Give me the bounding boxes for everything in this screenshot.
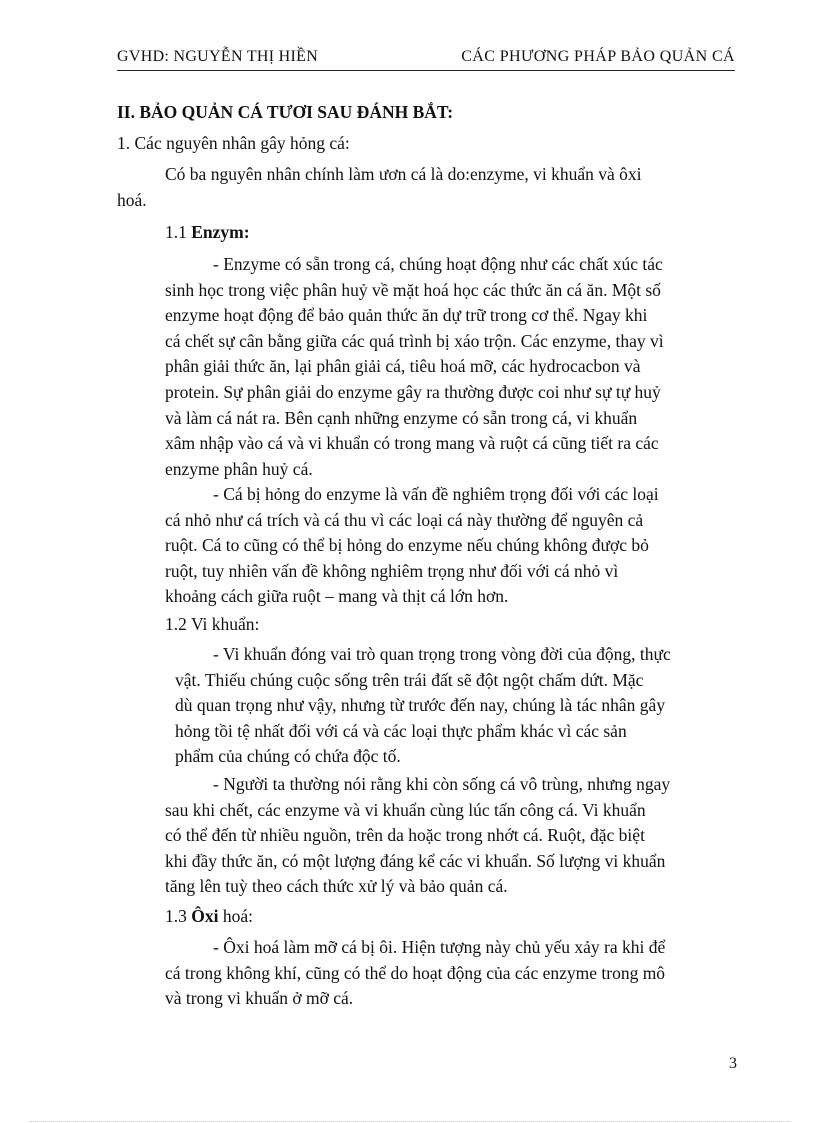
enzym-p1-line: phân giải thức ăn, lại phân giải cá, tiêu hoá mỡ, các hydrocacbon và <box>165 356 641 377</box>
heading-oxidation-num: 1.3 <box>165 906 187 926</box>
heading-bacteria-text: Vi khuẩn: <box>190 614 260 634</box>
intro-paragraph <box>117 162 738 213</box>
page-number: 3 <box>729 1055 737 1072</box>
enzym-p1-line: enzyme hoạt động để bảo quản thức ăn dự trữ trong cơ thể. Ngay khi <box>165 305 648 326</box>
bacteria-p2-line: sau khi chết, các enzyme và vi khuẩn cùng lúc tấn công cá. Vi khuẩn <box>165 799 646 820</box>
enzym-p1-line: - Enzyme có sẵn trong cá, chúng hoạt động như các chất xúc tác <box>213 254 663 274</box>
enzym-p2-line: - Cá bị hỏng do enzyme là vấn đề nghiêm trọng đối với các loại <box>213 484 659 504</box>
subsection-title <box>117 131 350 157</box>
bacteria-p1-line: - Vi khuẩn đóng vai trò quan trọng trong vòng đời của động, thực <box>213 644 671 664</box>
heading-bacteria <box>165 612 259 638</box>
intro-line-1: Có ba nguyên nhân chính làm ươn cá là do:enzyme, vi khuẩn và ôxi <box>165 164 642 184</box>
enzym-p2-line: ruột. Cá to cũng có thể bị hỏng do enzyme nếu chúng không được bỏ <box>165 535 649 556</box>
heading-oxidation-rest: hoá: <box>218 906 253 926</box>
subsection-title-text: 1. Các nguyên nhân gây hỏng cá: <box>117 133 350 153</box>
page-header <box>117 48 735 71</box>
oxidation-p1-line: cá trong không khí, cũng có thể do hoạt động của các enzyme trong mô <box>165 962 666 983</box>
bacteria-p1-line: hỏng tồi tệ nhất đối với cá và các loại thực phẩm khác vì các sản <box>175 720 627 741</box>
heading-bacteria-num: 1.2 <box>165 614 187 634</box>
bacteria-p2-line: - Người ta thường nói rằng khi còn sống cá vô trùng, nhưng ngay <box>213 774 671 794</box>
bacteria-p2-line: tăng lên tuỳ theo cách thức xử lý và bảo quản cá. <box>165 876 508 897</box>
heading-oxidation <box>165 904 253 930</box>
enzym-p2-line: cá nhỏ như cá trích và cá thu vì các loại cá này thường để nguyên cả <box>165 509 644 530</box>
enzym-p1-line: protein. Sự phân giải do enzyme gây ra thường được coi như sự tự huỷ <box>165 381 661 402</box>
enzym-p1-line: sinh học trong việc phân huỷ về mặt hoá học các thức ăn cá ăn. Một số <box>165 279 661 300</box>
heading-enzym <box>165 220 250 246</box>
heading-enzym-text: Enzym: <box>191 222 250 242</box>
bacteria-p1-line: phẩm của chúng có chứa độc tố. <box>175 746 401 767</box>
footer-dotted-rule <box>30 1121 790 1122</box>
enzym-p2-line: khoảng cách giữa ruột – mang và thịt cá lớn hơn. <box>165 586 509 607</box>
bacteria-paragraph-1 <box>175 642 738 770</box>
bacteria-paragraph-2 <box>165 772 738 900</box>
section-title: II. BẢO QUẢN CÁ TƯƠI SAU ĐÁNH BẮT: <box>117 102 454 122</box>
enzym-p1-line: cá chết sự cân bằng giữa các quá trình bị xáo trộn. Các enzyme, thay vì <box>165 330 664 351</box>
enzym-p2-line: ruột, tuy nhiên vấn đề không nghiêm trọng như đối với cá nhỏ vì <box>165 560 619 581</box>
enzym-paragraph-2 <box>165 482 738 610</box>
header-advisor: GVHD: NGUYỄN THỊ HIỀN <box>117 48 319 65</box>
enzym-p1-line: enzyme phân huỷ cá. <box>165 458 313 479</box>
heading-oxidation-bold: Ôxi <box>191 906 219 926</box>
bacteria-p2-line: có thể đến từ nhiều nguồn, trên da hoặc trong nhớt cá. Ruột, đặc biệt <box>165 825 645 846</box>
intro-line-2: hoá. <box>117 189 147 210</box>
enzym-paragraph-1 <box>165 252 738 482</box>
oxidation-p1-line: và trong vi khuẩn ở mỡ cá. <box>165 988 354 1009</box>
bacteria-p1-line: vật. Thiếu chúng cuộc sống trên trái đất sẽ đột ngột chấm dứt. Mặc <box>175 669 644 690</box>
heading-enzym-num: 1.1 <box>165 222 187 242</box>
bacteria-p2-line: khi đầy thức ăn, có một lượng đáng kể các vi khuẩn. Số lượng vi khuẩn <box>165 850 666 871</box>
oxidation-p1-line: - Ôxi hoá làm mỡ cá bị ôi. Hiện tượng này chủ yếu xảy ra khi để <box>213 937 666 957</box>
oxidation-paragraph-1 <box>165 935 738 1012</box>
enzym-p1-line: và làm cá nát ra. Bên cạnh những enzyme có sẵn trong cá, vi khuẩn <box>165 407 638 428</box>
bacteria-p1-line: dù quan trọng như vậy, nhưng từ trước đến nay, chúng là tác nhân gây <box>175 695 666 716</box>
enzym-p1-line: xâm nhập vào cá và vi khuẩn có trong mang và ruột cá cũng tiết ra các <box>165 433 659 454</box>
header-title: CÁC PHƯƠNG PHÁP BẢO QUẢN CÁ <box>461 48 735 65</box>
